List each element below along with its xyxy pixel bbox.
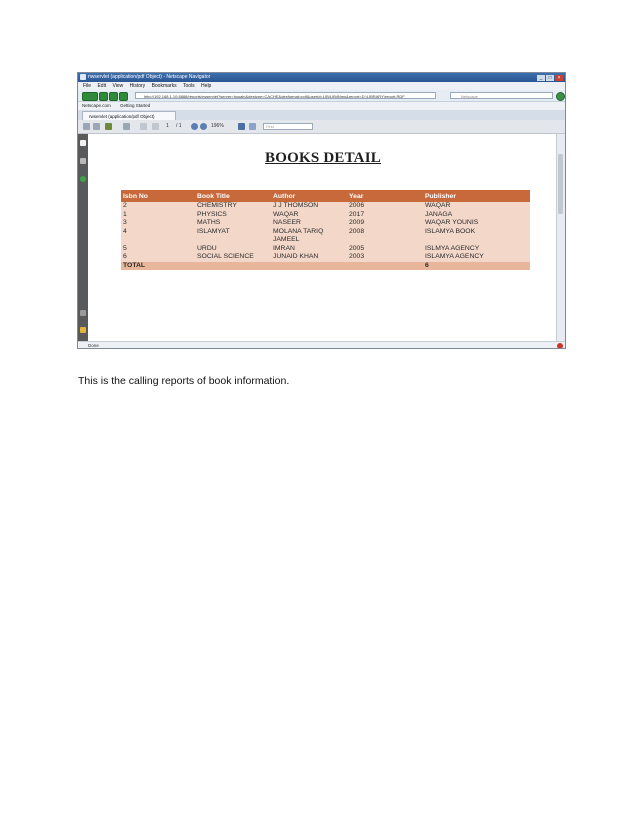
menu-history[interactable]: History — [129, 83, 146, 89]
select-tool-icon[interactable] — [123, 123, 130, 130]
window-title: nwservlet (application/pdf Object) - Netscape Navigator — [88, 74, 211, 80]
menu-help[interactable]: Help — [201, 83, 212, 89]
reload-button[interactable] — [109, 92, 118, 101]
settings-icon[interactable] — [105, 123, 112, 130]
col-book-title: Book Title — [195, 190, 271, 202]
cell-author: JUNAID KHAN — [271, 253, 347, 262]
cell-title: PHYSICS — [195, 211, 271, 220]
cell-isbn: 3 — [121, 219, 195, 228]
cell-author: MOLANA TARIQ JAMEEL — [271, 228, 347, 245]
cell-publisher: ISLMYA AGENCY — [423, 245, 530, 254]
browser-screenshot — [77, 72, 566, 349]
print-icon[interactable] — [93, 123, 100, 130]
cell-year: 2003 — [347, 253, 423, 262]
cell-year: 2009 — [347, 219, 423, 228]
cell-author: WAQAR — [271, 211, 347, 220]
cell-title: CHEMISTRY — [195, 202, 271, 211]
vertical-scrollbar[interactable] — [556, 134, 565, 341]
cell-publisher: JANAGA — [423, 211, 530, 220]
table-row — [121, 211, 530, 220]
menu-tools[interactable]: Tools — [182, 83, 195, 89]
next-page-icon[interactable] — [152, 123, 159, 130]
fit-page-icon[interactable] — [238, 123, 245, 130]
cell-isbn: 5 — [121, 245, 195, 254]
table-row — [121, 253, 530, 262]
maximize-button[interactable]: □ — [546, 75, 554, 81]
cell-isbn: 4 — [121, 228, 195, 245]
menu-bookmarks[interactable]: Bookmarks — [151, 83, 177, 89]
col-author: Author — [271, 190, 347, 202]
menu-edit[interactable]: Edit — [97, 83, 107, 89]
minimize-button[interactable]: _ — [537, 75, 545, 81]
cell-publisher: ISLAMYA AGENCY — [423, 253, 530, 262]
prev-page-icon[interactable] — [140, 123, 147, 130]
menu-file[interactable]: File — [83, 83, 92, 89]
status-bar — [78, 341, 565, 349]
table-total-row — [121, 262, 530, 271]
cell-isbn: 1 — [121, 211, 195, 220]
window-titlebar — [78, 73, 565, 82]
caption-text: This is the calling reports of book information. — [78, 375, 290, 387]
cell-title: URDU — [195, 245, 271, 254]
status-alert-icon — [557, 343, 563, 349]
table-header-row — [121, 190, 530, 202]
fit-width-icon[interactable] — [249, 123, 256, 130]
menu-bar — [78, 82, 565, 90]
table-row — [121, 219, 530, 228]
forward-button[interactable] — [99, 92, 108, 101]
zoom-out-icon[interactable] — [191, 123, 198, 130]
comments-icon[interactable] — [80, 327, 86, 333]
cell-title: MATHS — [195, 219, 271, 228]
total-label: TOTAL — [121, 262, 195, 271]
cell-publisher: WAQAR — [423, 202, 530, 211]
pdf-document-page — [88, 134, 558, 341]
cell-year: 2006 — [347, 202, 423, 211]
cell-author: NASEER — [271, 219, 347, 228]
pdf-toolbar — [78, 120, 565, 134]
find-input[interactable]: Find — [263, 123, 313, 130]
paperclip-icon[interactable] — [80, 310, 86, 316]
zoom-level[interactable]: 196% — [211, 123, 224, 129]
cell-isbn: 6 — [121, 253, 195, 262]
cell-isbn: 2 — [121, 202, 195, 211]
cell-publisher: WAQAR YOUNIS — [423, 219, 530, 228]
cell-year: 2017 — [347, 211, 423, 220]
bookmark-getting-started[interactable]: Getting Started — [120, 103, 151, 108]
bookmarks-toolbar — [78, 102, 565, 110]
col-year: Year — [347, 190, 423, 202]
pages-icon[interactable] — [80, 140, 86, 146]
table-row — [121, 228, 530, 245]
menu-view[interactable]: View — [112, 83, 124, 89]
books-table — [121, 190, 530, 270]
total-value: 6 — [423, 262, 530, 271]
close-button[interactable]: × — [555, 75, 563, 81]
cell-year: 2008 — [347, 228, 423, 245]
zoom-in-icon[interactable] — [200, 123, 207, 130]
navigation-toolbar — [78, 90, 565, 102]
col-isbn: Isbn No — [121, 190, 195, 202]
throbber-icon — [556, 92, 565, 101]
table-row — [121, 202, 530, 211]
back-button[interactable] — [82, 92, 98, 101]
address-bar[interactable]: http://192.168.1.10:8888/reports/rwservlet?server=husain&destype=CACHE&desformat=pdf&userid=LIB/LIB@lms&report=D:\LIBRARY\report.RDF — [135, 92, 436, 99]
page-current[interactable]: 1 — [166, 123, 169, 129]
page-total: / 1 — [176, 123, 182, 129]
app-icon — [80, 74, 86, 80]
table-row — [121, 245, 530, 254]
cell-publisher: ISLAMYA BOOK — [423, 228, 530, 245]
attachments-icon[interactable] — [80, 158, 86, 164]
cell-author: J J THOMSON — [271, 202, 347, 211]
stop-button[interactable] — [119, 92, 128, 101]
tab-rwservlet[interactable]: rwservlet (application/pdf Object) — [82, 111, 176, 120]
search-field[interactable]: Netscape — [450, 92, 553, 99]
status-text: Done — [88, 343, 99, 348]
cell-title: ISLAMYAT — [195, 228, 271, 245]
save-icon[interactable] — [83, 123, 90, 130]
bookmark-netscape[interactable]: Netscape.com — [82, 103, 111, 108]
cell-author: IMRAN — [271, 245, 347, 254]
signatures-icon[interactable] — [80, 176, 86, 182]
cell-title: SOCIAL SCIENCE — [195, 253, 271, 262]
tab-strip — [78, 110, 565, 120]
cell-year: 2005 — [347, 245, 423, 254]
scrollbar-thumb[interactable] — [558, 154, 563, 214]
pdf-side-panel — [78, 134, 88, 341]
col-publisher: Publisher — [423, 190, 530, 202]
report-title: BOOKS DETAIL — [265, 150, 381, 166]
